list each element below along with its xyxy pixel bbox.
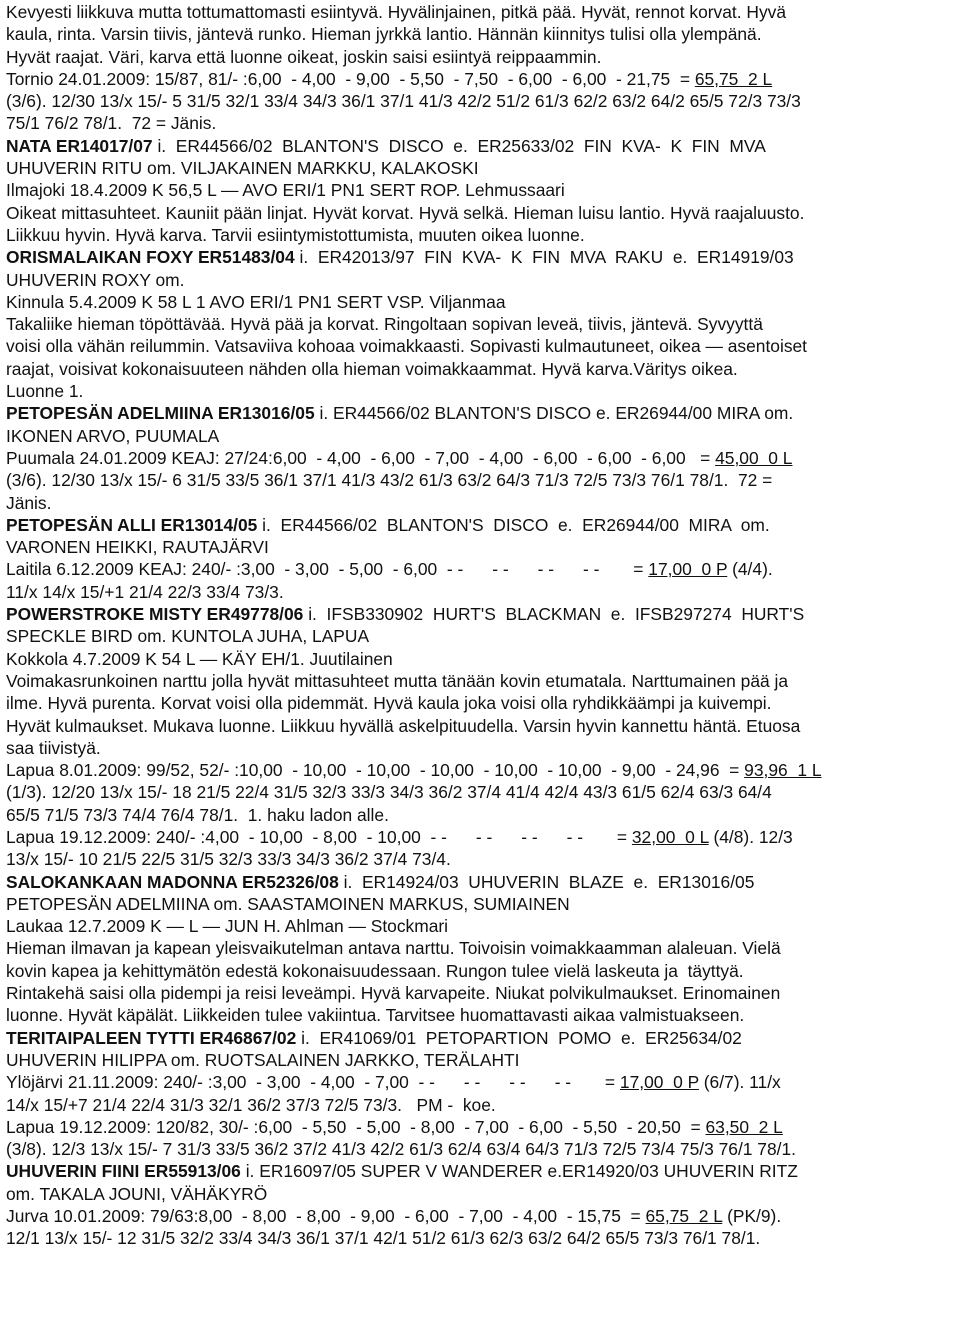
dog-heading-line [6, 402, 954, 424]
dog-heading-line [6, 871, 954, 893]
line-text: 12/1 13/x 15/- 12 31/5 32/2 33/4 34/3 36/1 37/1 42/1 51/2 61/3 62/3 63/2 64/2 65/5 73/3 76/1 78/1. [6, 1228, 761, 1249]
line-text: i. ER41069/01 PETOPARTION POMO e. ER25634/02 [296, 1027, 742, 1048]
dog-heading-line [6, 1160, 954, 1182]
text-line [6, 558, 954, 580]
line-text: Luonne 1. [6, 381, 84, 402]
line-text: UHUVERIN ROXY om. [6, 269, 185, 290]
line-text: Tornio 24.01.2009: 15/87, 81/- :6,00 - 4,00 - 9,00 - 5,50 - 7,50 - 6,00 - 6,00 - 21,75 = [6, 68, 695, 89]
line-text: ilme. Hyvä purenta. Korvat voisi olla pidemmät. Hyvä kaula joka voisi olla ryhdikkäämpi ja kuivempi. [6, 693, 772, 714]
line-text: Jänis. [6, 492, 52, 513]
line-text: i. ER42013/97 FIN KVA- K FIN MVA RAKU e. ER14919/03 [294, 247, 794, 268]
line-text: Lapua 19.12.2009: 120/82, 30/- :6,00 - 5,50 - 5,00 - 8,00 - 7,00 - 6,00 - 5,50 - 20,50 = [6, 1116, 706, 1137]
result-score: 93,96 1 L [744, 760, 822, 781]
dog-name: SALOKANKAAN MADONNA ER52326/08 [6, 871, 339, 892]
text-line [6, 269, 954, 291]
text-line [6, 1, 954, 23]
line-text: Lapua 8.01.2009: 99/52, 52/- :10,00 - 10,00 - 10,00 - 10,00 - 10,00 - 10,00 - 9,00 - 24,96 = [6, 760, 745, 781]
line-text-tail: (PK/9). [722, 1206, 782, 1227]
text-line [6, 313, 954, 335]
dog-name: POWERSTROKE MISTY ER49778/06 [6, 604, 304, 625]
line-text: voisi olla vähän reilummin. Vatsaviiva kohoaa voimakkaasti. Sopivasti kulmautuneet, oikea — asentoiset [6, 336, 808, 357]
result-score: 45,00 0 L [715, 447, 793, 468]
line-text: SPECKLE BIRD om. KUNTOLA JUHA, LAPUA [6, 626, 370, 647]
line-text: IKONEN ARVO, PUUMALA [6, 425, 220, 446]
text-line [6, 1138, 954, 1160]
text-line [6, 670, 954, 692]
line-text: (3/6). 12/30 13/x 15/- 5 31/5 32/1 33/4 34/3 36/1 37/1 41/3 42/2 51/2 61/3 62/2 63/2 64/2 65/5 72/3 73/3 [6, 91, 801, 112]
text-line [6, 893, 954, 915]
text-line [6, 1071, 954, 1093]
line-text: Kokkola 4.7.2009 K 54 L — KÄY EH/1. Juutilainen [6, 648, 393, 669]
text-line [6, 202, 954, 224]
text-line [6, 1094, 954, 1116]
text-line [6, 157, 954, 179]
text-line [6, 492, 954, 514]
line-text: kaula, rinta. Varsin tiivis, jäntevä runko. Hieman jyrkkä lantio. Hännän kiinnitys tulisi olla ylempänä. [6, 24, 762, 45]
line-text: Laitila 6.12.2009 KEAJ: 240/- :3,00 - 3,00 - 5,00 - 6,00 - - - - - - - - = [6, 559, 649, 580]
line-text: i. ER16097/05 SUPER V WANDERER e.ER14920/03 UHUVERIN RITZ [240, 1161, 798, 1182]
line-text: i. ER44566/02 BLANTON'S DISCO e. ER25633/02 FIN KVA- K FIN MVA [152, 135, 766, 156]
text-line [6, 68, 954, 90]
line-text: i. ER44566/02 BLANTON'S DISCO e. ER26944/00 MIRA om. [314, 403, 794, 424]
text-line [6, 536, 954, 558]
line-text: om. TAKALA JOUNI, VÄHÄKYRÖ [6, 1183, 268, 1204]
line-text: Hieman ilmavan ja kapean yleisvaikutelman antava narttu. Toivoisin voimakkaamman alaleuan. Vielä [6, 938, 781, 959]
line-text: Kinnula 5.4.2009 K 58 L 1 AVO ERI/1 PN1 SERT VSP. Viljanmaa [6, 291, 506, 312]
text-line [6, 937, 954, 959]
dog-heading-line [6, 246, 954, 268]
line-text: 65/5 71/5 73/3 74/4 76/4 78/1. 1. haku ladon alle. [6, 804, 389, 825]
dog-heading-line [6, 603, 954, 625]
line-text: PETOPESÄN ADELMIINA om. SAASTAMOINEN MARKUS, SUMIAINEN [6, 893, 570, 914]
text-line [6, 781, 954, 803]
dog-name: UHUVERIN FIINI ER55913/06 [6, 1161, 241, 1182]
text-line [6, 380, 954, 402]
dog-heading-line [6, 514, 954, 536]
line-text: Hyvät kulmaukset. Mukava luonne. Liikkuu hyvällä askelpituudella. Varsin hyvin kannettu häntä. Etuosa [6, 715, 801, 736]
text-line [6, 46, 954, 68]
dog-name: PETOPESÄN ADELMIINA ER13016/05 [6, 403, 315, 424]
text-line [6, 1183, 954, 1205]
text-line [6, 1049, 954, 1071]
result-score: 32,00 0 L [631, 826, 709, 847]
result-score: 65,75 2 L [694, 68, 773, 89]
text-line [6, 848, 954, 870]
dog-name: NATA ER14017/07 [6, 135, 153, 156]
line-text: raajat, voisivat kokonaisuuteen nähden olla hieman voimakkaammat. Hyvä karva.Väritys oikea. [6, 358, 738, 379]
line-text: luonne. Hyvät käpälät. Liikkeiden tulee vakiintua. Tarvitsee huomattavasti aikaa valmistuakseen. [6, 1005, 745, 1026]
line-text-tail: (6/7). 11/x [698, 1072, 781, 1093]
line-text: 75/1 76/2 78/1. 72 = Jänis. [6, 113, 217, 134]
line-text: Lapua 19.12.2009: 240/- :4,00 - 10,00 - 8,00 - 10,00 - - - - - - - - = [6, 826, 632, 847]
text-line [6, 648, 954, 670]
line-text: saa tiivistyä. [6, 737, 101, 758]
line-text: 11/x 14/x 15/+1 21/4 22/3 33/4 73/3. [6, 581, 284, 602]
line-text: (1/3). 12/20 13/x 15/- 18 21/5 22/4 31/5 32/3 33/3 34/3 36/2 37/4 41/4 42/4 43/3 61/5 62/4 63/3 64/4 [6, 782, 772, 803]
line-text: Jurva 10.01.2009: 79/63:8,00 - 8,00 - 8,00 - 9,00 - 6,00 - 7,00 - 4,00 - 15,75 = [6, 1206, 646, 1227]
line-text: UHUVERIN HILIPPA om. RUOTSALAINEN JARKKO, TERÄLAHTI [6, 1049, 520, 1070]
text-line [6, 358, 954, 380]
text-line [6, 581, 954, 603]
line-text: Rintakehä saisi olla pidempi ja reisi leveämpi. Hyvä karvapeite. Niukat polvikulmaukset. Erinomainen [6, 983, 781, 1004]
text-line [6, 1227, 954, 1249]
line-text: i. ER14924/03 UHUVERIN BLAZE e. ER13016/05 [338, 871, 755, 892]
line-text: (3/8). 12/3 13/x 15/- 7 31/3 33/5 36/2 37/2 41/3 42/2 61/3 62/4 63/4 64/3 71/3 72/5 73/4 75/3 76/1 78/1. [6, 1139, 796, 1160]
text-line [6, 425, 954, 447]
text-line [6, 692, 954, 714]
text-line [6, 915, 954, 937]
line-text: Liikkuu hyvin. Hyvä karva. Tarvii esiintymistottumista, muuten oikea luonne. [6, 224, 585, 245]
line-text: 13/x 15/- 10 21/5 22/5 31/5 32/3 33/3 34/3 36/2 37/4 73/4. [6, 849, 451, 870]
dog-name: ORISMALAIKAN FOXY ER51483/04 [6, 247, 295, 268]
text-line [6, 804, 954, 826]
line-text: kovin kapea ja kehittymätön edestä kokonaisuudessaan. Rungon tulee vielä laskeuta ja täyttyä. [6, 960, 744, 981]
dog-name: PETOPESÄN ALLI ER13014/05 [6, 514, 258, 535]
line-text: 14/x 15/+7 21/4 22/4 31/3 32/1 36/2 37/3 72/5 73/3. PM - koe. [6, 1094, 496, 1115]
result-score: 65,75 2 L [645, 1206, 723, 1227]
text-line [6, 1205, 954, 1227]
text-line [6, 960, 954, 982]
text-line [6, 625, 954, 647]
line-text: i. IFSB330902 HURT'S BLACKMAN e. IFSB297274 HURT'S [303, 604, 805, 625]
line-text: Puumala 24.01.2009 KEAJ: 27/24:6,00 - 4,00 - 6,00 - 7,00 - 4,00 - 6,00 - 6,00 - 6,00 = [6, 447, 716, 468]
text-line [6, 826, 954, 848]
line-text: Laukaa 12.7.2009 K — L — JUN H. Ahlman — Stockmari [6, 916, 449, 937]
dog-heading-line [6, 135, 954, 157]
text-line [6, 759, 954, 781]
line-text: Kevyesti liikkuva mutta tottumattomasti esiintyvä. Hyvälinjainen, pitkä pää. Hyvät, rennot korvat. Hyvä [6, 2, 787, 22]
line-text-tail: (4/4). [727, 559, 773, 580]
line-text: i. ER44566/02 BLANTON'S DISCO e. ER26944/00 MIRA om. [257, 514, 770, 535]
line-text: VARONEN HEIKKI, RAUTAJÄRVI [6, 537, 269, 558]
line-text: UHUVERIN RITU om. VILJAKAINEN MARKKU, KALAKOSKI [6, 158, 479, 179]
result-score: 17,00 0 P [619, 1072, 699, 1093]
text-line [6, 291, 954, 313]
result-score: 17,00 0 P [648, 559, 728, 580]
line-text: Ilmajoki 18.4.2009 K 56,5 L — AVO ERI/1 PN1 SERT ROP. Lehmussaari [6, 180, 565, 201]
text-line [6, 112, 954, 134]
text-line [6, 982, 954, 1004]
text-line [6, 224, 954, 246]
text-line [6, 179, 954, 201]
text-line [6, 335, 954, 357]
result-score: 63,50 2 L [705, 1116, 783, 1137]
text-line [6, 23, 954, 45]
text-line [6, 90, 954, 112]
line-text: (3/6). 12/30 13/x 15/- 6 31/5 33/5 36/1 37/1 41/3 43/2 61/3 63/2 64/3 71/3 72/5 73/3 76/1 78/1. 72 = [6, 470, 773, 491]
text-line [6, 1116, 954, 1138]
line-text: Ylöjärvi 21.11.2009: 240/- :3,00 - 3,00 - 4,00 - 7,00 - - - - - - - - = [6, 1072, 620, 1093]
text-line [6, 1004, 954, 1026]
line-text: Hyvät raajat. Väri, karva että luonne oikeat, joskin saisi esiintyä reippaammin. [6, 46, 602, 67]
line-text: Takaliike hieman töpöttävää. Hyvä pää ja korvat. Ringoltaan sopivan leveä, tiivis, jäntevä. Syvyyttä [6, 314, 763, 335]
text-line [6, 469, 954, 491]
text-line [6, 447, 954, 469]
text-line [6, 715, 954, 737]
text-line [6, 737, 954, 759]
dog-heading-line [6, 1027, 954, 1049]
line-text: Voimakasrunkoinen narttu jolla hyvät mittasuhteet mutta tänään kovin etumatala. Narttumainen pää ja [6, 670, 789, 691]
line-text-tail: (4/8). 12/3 [708, 826, 793, 847]
line-text: Oikeat mittasuhteet. Kauniit pään linjat. Hyvät korvat. Hyvä selkä. Hieman luisu lantio. Hyvä raajaluusto. [6, 202, 805, 223]
dog-name: TERITAIPALEEN TYTTI ER46867/02 [6, 1027, 297, 1048]
